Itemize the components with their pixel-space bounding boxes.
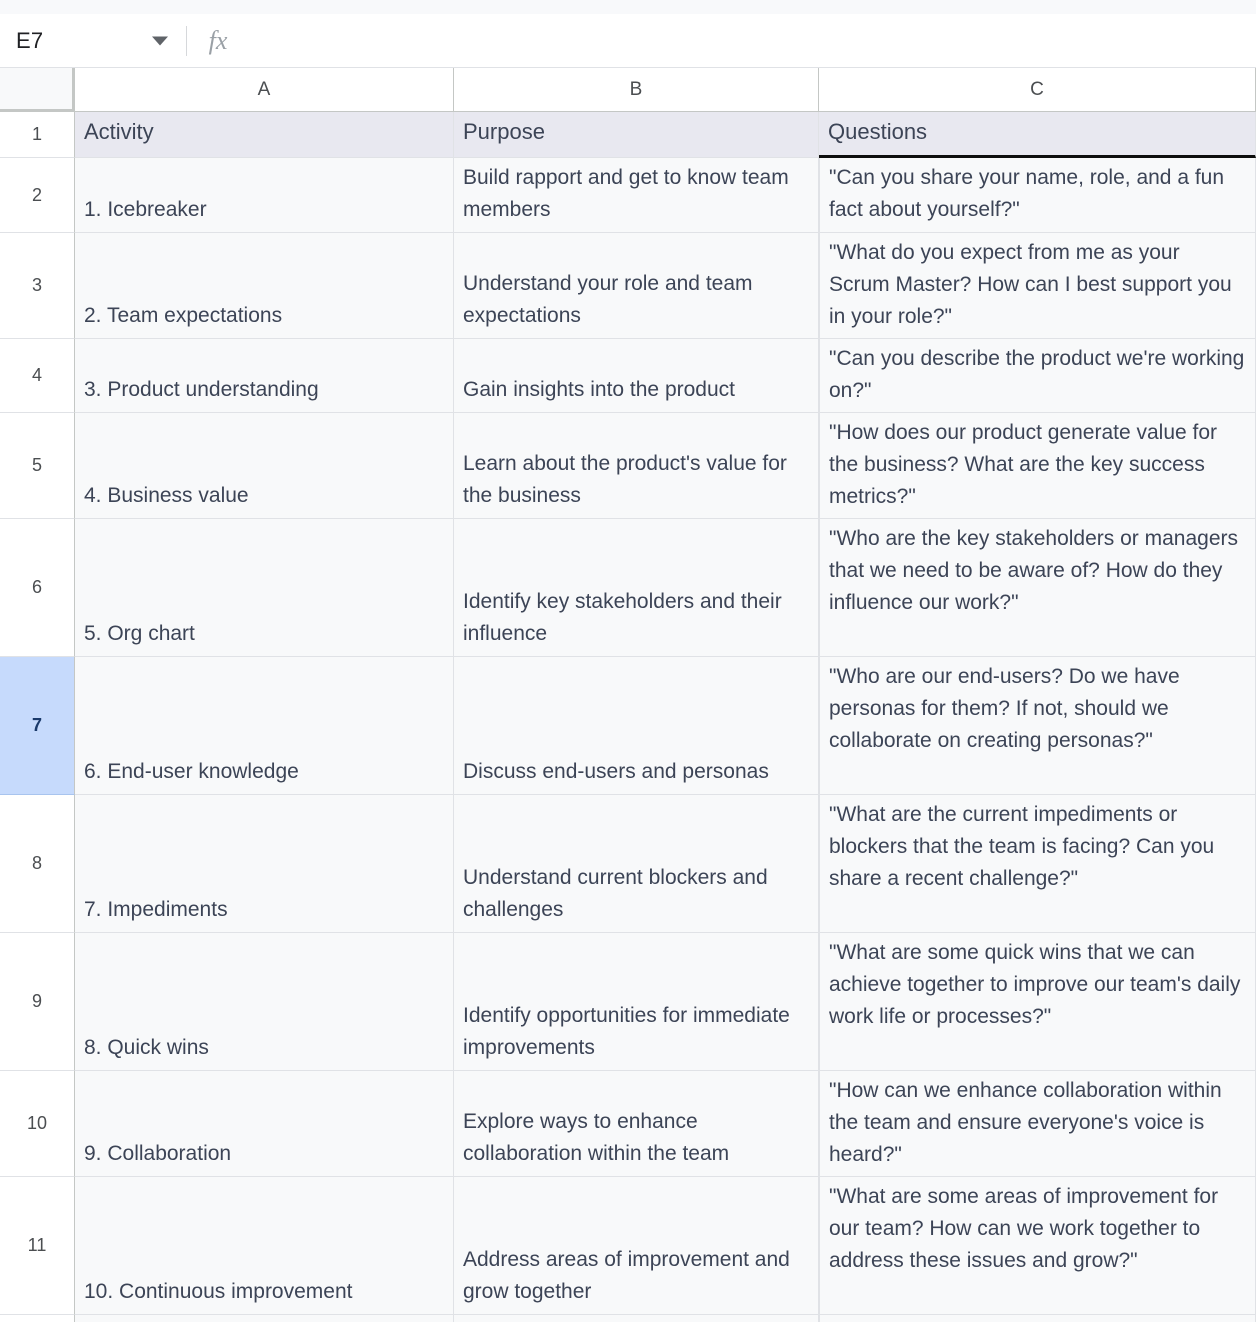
cell-b8[interactable] xyxy=(454,795,819,933)
table-row xyxy=(0,519,1256,657)
cell-a6-text: 5. Org chart xyxy=(84,622,195,645)
cell-b7-text: Discuss end-users and personas xyxy=(463,760,769,783)
cell-a9-text: 8. Quick wins xyxy=(84,1036,209,1059)
table-row xyxy=(0,413,1256,519)
name-box-value: E7 xyxy=(16,27,44,53)
cell-b5[interactable] xyxy=(454,413,819,519)
select-all-corner[interactable] xyxy=(0,68,75,112)
table-row xyxy=(0,112,1256,158)
row-header-11[interactable]: 11 xyxy=(0,1177,75,1315)
cell-b6[interactable] xyxy=(454,519,819,657)
table-row xyxy=(0,795,1256,933)
chevron-down-icon[interactable] xyxy=(152,36,168,45)
column-header-c[interactable]: C xyxy=(819,68,1256,112)
cell-a3-text: 2. Team expectations xyxy=(84,304,283,327)
row-header-10[interactable]: 10 xyxy=(0,1071,75,1177)
cell-b11[interactable] xyxy=(454,1177,819,1315)
cell-c7-text: "Who are our end-users? Do we have personas for them? If not, should we collaborate on creating personas?" xyxy=(829,665,1180,752)
cell-c3[interactable] xyxy=(819,233,1256,339)
table-row xyxy=(0,158,1256,233)
table-row xyxy=(0,233,1256,339)
table-row xyxy=(0,1071,1256,1177)
cell-a8[interactable] xyxy=(75,795,454,933)
cell-b3-text: Understand your role and team expectations xyxy=(463,272,753,327)
cell-a6[interactable] xyxy=(75,519,454,657)
cell-c1[interactable]: Questions xyxy=(819,112,1256,158)
row-header-9[interactable]: 9 xyxy=(0,933,75,1071)
table-row xyxy=(0,1177,1256,1315)
window-top-strip xyxy=(0,0,1256,14)
cell-c10[interactable] xyxy=(819,1071,1256,1177)
cell-b2-text: Build rapport and get to know team members xyxy=(463,166,789,221)
cell-a3[interactable] xyxy=(75,233,454,339)
cell-c9[interactable] xyxy=(819,933,1256,1071)
column-header-a[interactable]: A xyxy=(75,68,454,112)
table-row xyxy=(0,339,1256,413)
cell-a11[interactable] xyxy=(75,1177,454,1315)
cell-c11[interactable] xyxy=(819,1177,1256,1315)
row-header-2[interactable]: 2 xyxy=(0,158,75,233)
cell-b2[interactable] xyxy=(454,158,819,233)
cell-b4-text: Gain insights into the product xyxy=(463,378,735,401)
cell-c10-text: "How can we enhance collaboration within the team and ensure everyone's voice is heard?" xyxy=(829,1079,1222,1166)
cell-b8-text: Understand current blockers and challenges xyxy=(463,866,768,921)
cell-c5[interactable] xyxy=(819,413,1256,519)
table-row xyxy=(0,933,1256,1071)
name-box[interactable] xyxy=(0,14,186,67)
cell-a9[interactable] xyxy=(75,933,454,1071)
cell-b10-text: Explore ways to enhance collaboration within the team xyxy=(463,1110,730,1165)
table-row xyxy=(0,657,1256,795)
row-header-8[interactable]: 8 xyxy=(0,795,75,933)
cell-a11-text: 10. Continuous improvement xyxy=(84,1280,353,1303)
cell-a10-text: 9. Collaboration xyxy=(84,1142,232,1165)
column-header-b[interactable]: B xyxy=(454,68,819,112)
cell-a10[interactable] xyxy=(75,1071,454,1177)
cell-b5-text: Learn about the product's value for the business xyxy=(463,452,787,507)
cell-c6-text: "Who are the key stakeholders or managers that we need to be aware of? How do they influence our work?" xyxy=(829,527,1238,614)
cell-c9-text: "What are some quick wins that we can achieve together to improve our team's daily work life or processes?" xyxy=(829,941,1241,1028)
cell-b9[interactable] xyxy=(454,933,819,1071)
cell-b9-text: Identify opportunities for immediate improvements xyxy=(463,1004,790,1059)
row-header-1[interactable]: 1 xyxy=(0,112,75,158)
cell-a4[interactable] xyxy=(75,339,454,413)
cell-b12[interactable] xyxy=(454,1315,819,1322)
cell-a12[interactable] xyxy=(75,1315,454,1322)
cell-c11-text: "What are some areas of improvement for our team? How can we work together to address these issues and grow?" xyxy=(829,1185,1219,1272)
cell-a2-text: 1. Icebreaker xyxy=(84,198,207,221)
row-header-12[interactable] xyxy=(0,1315,75,1322)
cell-c4[interactable] xyxy=(819,339,1256,413)
cell-c12[interactable] xyxy=(819,1315,1256,1322)
row-header-6[interactable]: 6 xyxy=(0,519,75,657)
formula-input[interactable] xyxy=(249,14,1256,67)
cell-c7[interactable] xyxy=(819,657,1256,795)
cell-b1[interactable]: Purpose xyxy=(454,112,819,158)
cell-a1[interactable]: Activity xyxy=(75,112,454,158)
row-header-7[interactable]: 7 xyxy=(0,657,75,795)
cell-a4-text: 3. Product understanding xyxy=(84,378,319,401)
cell-b6-text: Identify key stakeholders and their influence xyxy=(463,590,782,645)
cell-c3-text: "What do you expect from me as your Scrum Master? How can I best support you in your role?" xyxy=(829,241,1232,328)
cell-a2[interactable] xyxy=(75,158,454,233)
row-header-4[interactable]: 4 xyxy=(0,339,75,413)
cell-b4[interactable] xyxy=(454,339,819,413)
column-header-row xyxy=(0,68,1256,112)
cell-b11-text: Address areas of improvement and grow together xyxy=(463,1248,790,1303)
cell-a8-text: 7. Impediments xyxy=(84,898,228,921)
cell-b10[interactable] xyxy=(454,1071,819,1177)
cell-c8[interactable] xyxy=(819,795,1256,933)
row-header-5[interactable]: 5 xyxy=(0,413,75,519)
cell-c8-text: "What are the current impediments or blockers that the team is facing? Can you share a recent challenge?" xyxy=(829,803,1215,890)
cell-c6[interactable] xyxy=(819,519,1256,657)
formula-bar xyxy=(0,14,1256,68)
cell-c4-text: "Can you describe the product we're working on?" xyxy=(829,347,1245,402)
spreadsheet-grid xyxy=(0,68,1256,1322)
cell-a7-text: 6. End-user knowledge xyxy=(84,760,299,783)
row-header-3[interactable]: 3 xyxy=(0,233,75,339)
cell-a7[interactable] xyxy=(75,657,454,795)
cell-a5-text: 4. Business value xyxy=(84,484,249,507)
cell-c2[interactable] xyxy=(819,158,1256,233)
cell-b7[interactable] xyxy=(454,657,819,795)
cell-a5[interactable] xyxy=(75,413,454,519)
cell-b3[interactable] xyxy=(454,233,819,339)
cell-c5-text: "How does our product generate value for the business? What are the key success metrics?" xyxy=(829,421,1218,508)
table-row-partial xyxy=(0,1315,1256,1322)
cell-c2-text: "Can you share your name, role, and a fun fact about yourself?" xyxy=(829,166,1225,221)
fx-icon[interactable]: fx xyxy=(208,25,228,55)
